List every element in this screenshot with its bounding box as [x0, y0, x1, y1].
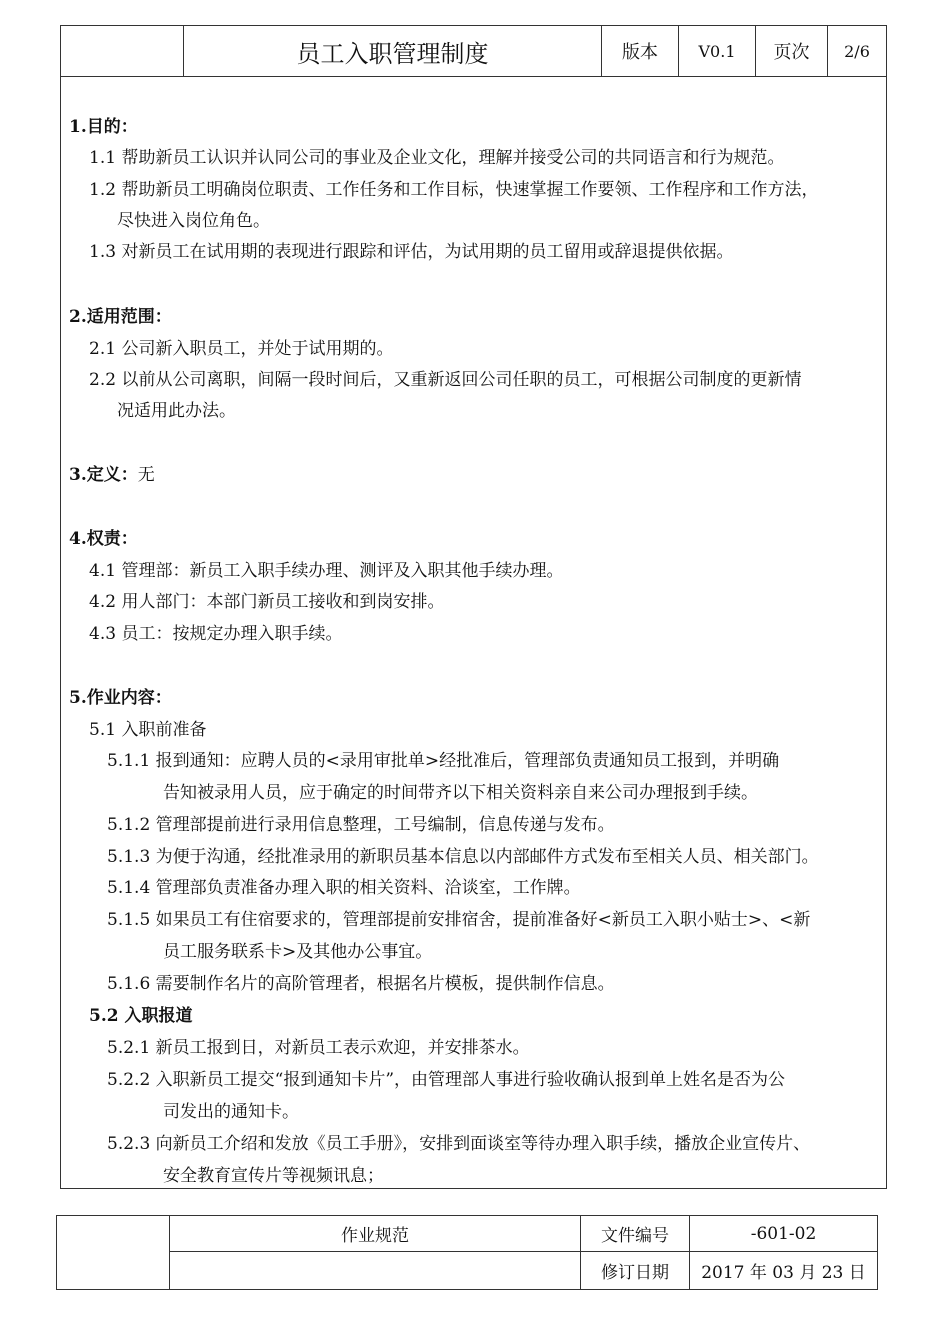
paragraph-2-1: 2.1 公司新入职员工，并处于试用期的。 [89, 339, 394, 359]
item-5-1-6: 5.1.6 需要制作名片的高阶管理者，根据名片模板，提供制作信息。 [107, 974, 615, 994]
subsection-5-1: 5.1 入职前准备 [89, 720, 207, 740]
footer-doc-no-label: 文件编号 [581, 1216, 690, 1252]
paragraph-4-1: 4.1 管理部：新员工入职手续办理、测评及入职其他手续办理。 [89, 561, 564, 581]
footer-doc-no-value: -601-02 [690, 1216, 877, 1252]
footer-empty-cell [170, 1252, 581, 1289]
version-value: V0.1 [679, 26, 756, 76]
document-title: 员工入职管理制度 [184, 26, 602, 76]
footer-rev-date-label: 修订日期 [581, 1252, 690, 1289]
version-label: 版本 [602, 26, 679, 76]
paragraph-2-2-cont: 况适用此办法。 [117, 401, 236, 421]
footer-logo-cell [57, 1216, 170, 1289]
paragraph-1-1: 1.1 帮助新员工认识并认同公司的事业及企业文化，理解并接受公司的共同语言和行为规范。 [89, 148, 785, 168]
item-5-1-1: 5.1.1 报到通知：应聘人员的<录用审批单>经批准后，管理部负责通知员工报到，并明确 [107, 751, 780, 771]
item-5-1-5-cont: 员工服务联系卡>及其他办公事宜。 [163, 942, 433, 962]
item-5-2-2-cont: 司发出的通知卡。 [163, 1102, 299, 1122]
footer-doc-type: 作业规范 [170, 1216, 581, 1252]
page-value: 2/6 [844, 41, 870, 61]
subsection-5-2: 5.2 入职报道 [89, 1006, 193, 1026]
document-footer [56, 1215, 878, 1290]
logo-cell [61, 26, 184, 76]
item-5-1-1-cont: 告知被录用人员，应于确定的时间带齐以下相关资料亲自来公司办理报到手续。 [163, 783, 758, 803]
item-5-2-1: 5.2.1 新员工报到日，对新员工表示欢迎，并安排茶水。 [107, 1038, 530, 1058]
item-5-1-3: 5.1.3 为便于沟通，经批准录用的新职员基本信息以内部邮件方式发布至相关人员、相关部门。 [107, 847, 819, 867]
footer-rev-date-value: 2017 年 03 月 23 日 [701, 1263, 866, 1283]
section-heading-responsibilities: 4.权责： [69, 529, 138, 549]
document-frame [60, 25, 887, 1189]
section-heading-work-content: 5.作业内容： [69, 688, 172, 708]
item-5-1-4: 5.1.4 管理部负责准备办理入职的相关资料、洽谈室，工作牌。 [107, 878, 581, 898]
item-5-2-3: 5.2.3 向新员工介绍和发放《员工手册》，安排到面谈室等待办理入职手续，播放企业宣传片、 [107, 1134, 811, 1154]
paragraph-2-2: 2.2 以前从公司离职，间隔一段时间后，又重新返回公司任职的员工，可根据公司制度的更新情 [89, 370, 802, 390]
paragraph-4-2: 4.2 用人部门：本部门新员工接收和到岗安排。 [89, 592, 445, 612]
paragraph-1-2-cont: 尽快进入岗位角色。 [117, 211, 270, 231]
paragraph-4-3: 4.3 员工：按规定办理入职手续。 [89, 624, 343, 644]
item-5-2-2: 5.2.2 入职新员工提交“报到通知卡片”，由管理部人事进行验收确认报到单上姓名是否为公 [107, 1070, 786, 1090]
section-heading-definition: 3.定义： [69, 465, 138, 485]
document-header [61, 26, 886, 77]
item-5-1-2: 5.1.2 管理部提前进行录用信息整理，工号编制，信息传递与发布。 [107, 815, 615, 835]
section-heading-scope: 2.适用范围： [69, 307, 172, 327]
item-5-2-3-cont: 安全教育宣传片等视频讯息； [163, 1166, 384, 1186]
item-5-1-5: 5.1.5 如果员工有住宿要求的，管理部提前安排宿舍，提前准备好<新员工入职小贴士>、<新 [107, 910, 811, 930]
paragraph-1-2: 1.2 帮助新员工明确岗位职责、工作任务和工作目标，快速掌握工作要领、工作程序和工作方法， [89, 180, 819, 200]
section-definition [69, 464, 155, 486]
definition-value: 无 [137, 465, 155, 485]
section-heading-purpose: 1.目的： [69, 117, 138, 137]
paragraph-1-3: 1.3 对新员工在试用期的表现进行跟踪和评估，为试用期的员工留用或辞退提供依据。 [89, 242, 734, 262]
page-label: 页次 [756, 26, 828, 76]
